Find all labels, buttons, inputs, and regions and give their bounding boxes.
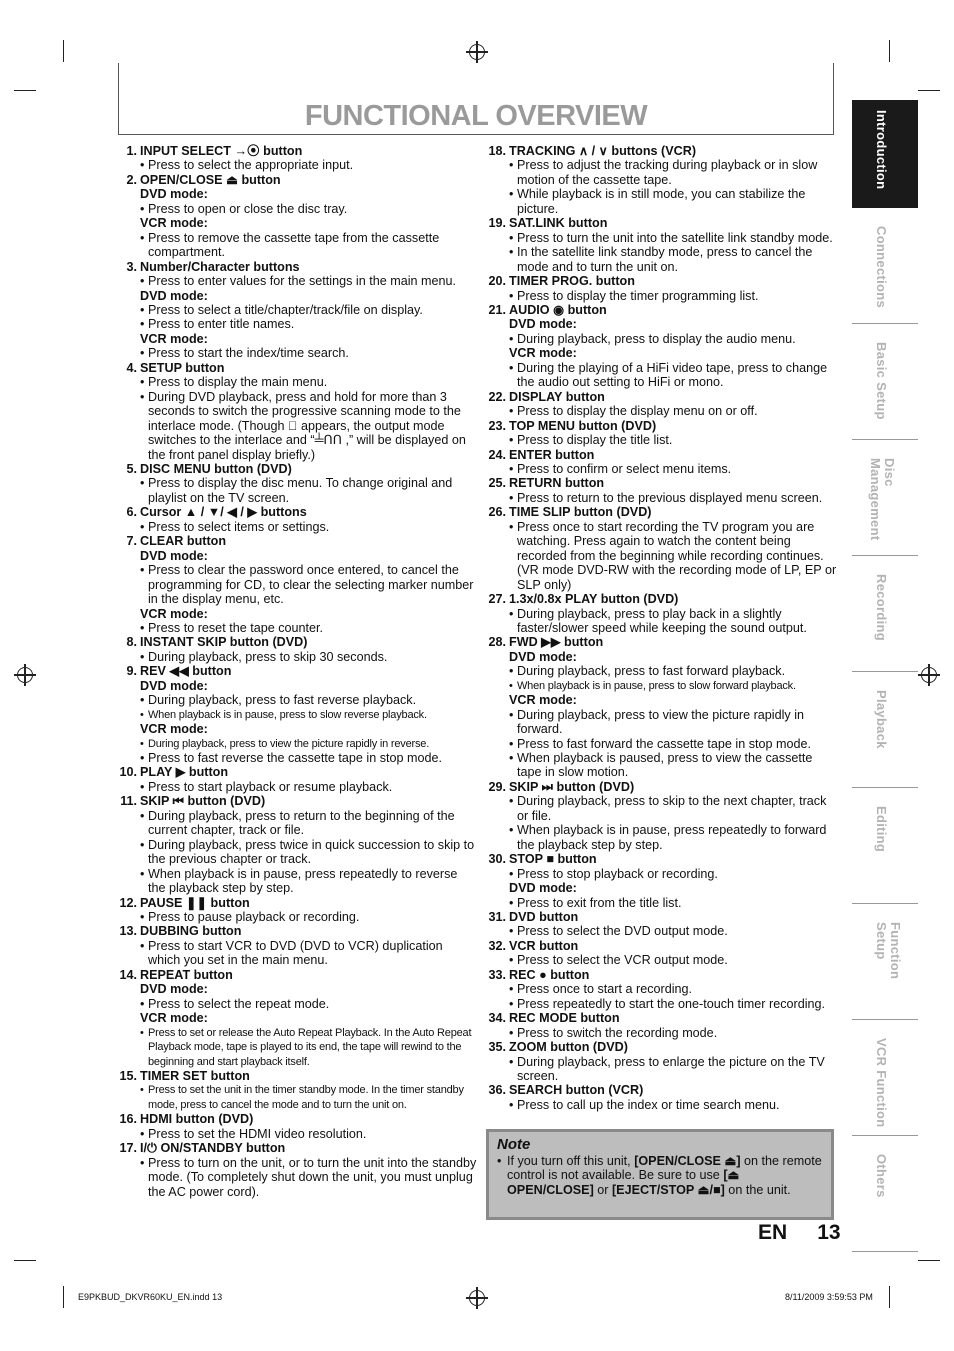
list-item: [117, 924, 477, 967]
bullet-text: • Press to confirm or select menu items.: [509, 462, 838, 476]
bullet-text: • Press to start playback or resume playback.: [140, 780, 477, 794]
tab-playback[interactable]: [852, 680, 918, 788]
tab-label: Basic Setup: [874, 342, 889, 420]
mode-label: DVD mode:: [140, 548, 208, 563]
item-heading: INPUT SELECT →⦿ button: [140, 144, 303, 158]
bullet-text: • During playback, press to return to the beginning of the current chapter, track or file.: [140, 809, 477, 838]
item-number: 8.: [126, 635, 137, 650]
list-item: [486, 216, 838, 274]
item-heading: SKIP ⏮ button (DVD): [140, 794, 266, 809]
item-heading: Number/Character buttons: [140, 259, 300, 274]
crop-mark: [918, 90, 940, 91]
list-item: [486, 592, 838, 635]
list-item: [486, 968, 838, 1011]
tab-label: Others: [874, 1154, 889, 1198]
tab-function-setup[interactable]: [852, 912, 918, 1020]
item-number: 23.: [488, 418, 506, 433]
item-number: 2.: [126, 172, 137, 187]
language-label: EN: [758, 1221, 788, 1244]
crop-mark: [14, 1260, 36, 1261]
tab-label: Recording: [874, 574, 889, 641]
note-bold-part: [OPEN/CLOSE ⏏]: [634, 1154, 741, 1169]
note-text-part: or: [593, 1182, 612, 1197]
item-number: 36.: [488, 1083, 506, 1098]
item-heading: DISC MENU button (DVD): [140, 461, 292, 476]
item-heading: HDMI button (DVD): [140, 1112, 254, 1127]
list-item: [117, 1141, 477, 1199]
bullet-text: • During playback, press to display the audio menu.: [509, 332, 838, 346]
mode-label: VCR mode:: [509, 346, 577, 361]
note-text-part: on the unit.: [724, 1182, 791, 1197]
bullet-text: • Press to select the repeat mode.: [140, 997, 477, 1011]
bullet-text: • Press to reset the tape counter.: [140, 621, 477, 635]
item-heading: REC ● button: [509, 967, 590, 982]
bullet-text: • In the satellite link standby mode, press to cancel the mode and to turn the unit on.: [509, 245, 838, 274]
list-item: [486, 476, 838, 505]
list-item: [117, 896, 477, 925]
list-item: [486, 1083, 838, 1112]
item-number: 10.: [119, 765, 137, 780]
list-item: [117, 260, 477, 361]
item-heading: FWD ▶▶ button: [509, 635, 604, 650]
bullet-text: • During playback, press to enlarge the picture on the TV screen.: [509, 1055, 838, 1084]
item-number: 21.: [488, 302, 506, 317]
note-title: Note: [497, 1136, 531, 1153]
bullet-text: • During playback, press to fast reverse playback.: [140, 693, 477, 707]
item-heading: INSTANT SKIP button (DVD): [140, 635, 308, 650]
bullet-text: • Press to start the index/time search.: [140, 346, 477, 360]
item-number: 30.: [488, 852, 506, 867]
item-heading: REC MODE button: [509, 1011, 620, 1026]
list-item: [486, 274, 838, 303]
note-bold-part: [EJECT/STOP ⏏/■]: [611, 1182, 725, 1197]
bullet-text: • When playback is in pause, press to slow reverse playback.: [140, 708, 477, 722]
mode-label: DVD mode:: [509, 881, 577, 896]
item-number: 28.: [488, 635, 506, 650]
bullet-text: • Press to turn the unit into the satellite link standby mode.: [509, 231, 838, 245]
bullet-text: • During playback, press to fast forward playback.: [509, 664, 838, 678]
page-number: [758, 1221, 841, 1245]
item-heading: CLEAR button: [140, 534, 227, 549]
item-number: 1.: [126, 144, 137, 158]
item-number: 24.: [488, 447, 506, 462]
tab-editing[interactable]: [852, 796, 918, 904]
bullet-text: • Press to display the disc menu. To change original and playlist on the TV screen.: [140, 476, 477, 505]
item-number: 3.: [126, 259, 137, 274]
item-heading: SETUP button: [140, 360, 225, 375]
mode-label: DVD mode:: [140, 187, 208, 202]
crop-mark: [63, 1286, 64, 1308]
list-item: [117, 1069, 477, 1112]
tab-connections[interactable]: [852, 216, 918, 324]
mode-label: VCR mode:: [140, 1011, 208, 1026]
note-box: [486, 1129, 834, 1220]
tab-label: Function Setup: [874, 922, 903, 980]
list-item: [117, 173, 477, 260]
bullet-text: • During playback, press to view the picture rapidly in forward.: [509, 708, 838, 737]
bullet-text: • Press to set or release the Auto Repeat Playback. In the Auto Repeat Playback mode, tape is played to its end, the tape will rewind to the beginning and start playback itself.: [140, 1026, 477, 1069]
note-text: [497, 1154, 823, 1197]
bullet-text: • Press to call up the index or time search menu.: [509, 1098, 838, 1112]
bullet-text: • Press to select the appropriate input.: [140, 158, 477, 172]
item-number: 26.: [488, 505, 506, 520]
item-number: 34.: [488, 1011, 506, 1026]
item-number: 29.: [488, 779, 506, 794]
note-text-part: If you turn off this unit,: [507, 1154, 635, 1169]
list-item: [486, 419, 838, 448]
bullet-text: • Press to stop playback or recording.: [509, 867, 838, 881]
item-heading: OPEN/CLOSE ⏏ button: [140, 172, 281, 187]
tab-introduction[interactable]: [852, 100, 918, 208]
bullet-text: • Press to return to the previous displayed menu screen.: [509, 491, 838, 505]
bullet-text: • Press repeatedly to start the one-touch timer recording.: [509, 997, 838, 1011]
bullet-text: • Press to start VCR to DVD (DVD to VCR) duplication which you set in the main menu.: [140, 939, 477, 968]
item-number: 19.: [488, 216, 506, 231]
item-number: 25.: [488, 476, 506, 491]
list-item: [486, 635, 838, 780]
bullet-text: • Press once to start recording the TV program you are watching. Press again to watch the content being recorded from the beginning while recording continues. (VR mode DVD-RW with the recording mode of LP, EP or SLP only): [509, 520, 838, 592]
item-number: 15.: [119, 1069, 137, 1083]
list-item: [117, 968, 477, 1069]
item-number: 22.: [488, 389, 506, 404]
item-heading: DISPLAY button: [509, 389, 605, 404]
tab-label: Disc Management: [868, 458, 897, 541]
bullet-text: • Press to pause playback or recording.: [140, 910, 477, 924]
item-number: 18.: [488, 144, 506, 158]
list-item: [486, 939, 838, 968]
bullet-text: • Press to set the HDMI video resolution.: [140, 1127, 477, 1141]
tab-label: VCR Function: [874, 1038, 889, 1128]
registration-mark-icon: [17, 667, 33, 683]
mode-label: DVD mode:: [140, 982, 208, 997]
item-number: 20.: [488, 274, 506, 289]
mode-label: VCR mode:: [140, 606, 208, 621]
footer-timestamp: 8/11/2009 3:59:53 PM: [785, 1292, 873, 1302]
item-number: 5.: [126, 461, 137, 476]
list-item: [486, 910, 838, 939]
item-number: 11.: [120, 794, 137, 809]
bullet-text: • When playback is in pause, press repeatedly to reverse the playback step by step.: [140, 867, 477, 896]
bullet-text: • Press to select the DVD output mode.: [509, 924, 838, 938]
bullet-text: • Press to select items or settings.: [140, 520, 477, 534]
crop-mark: [889, 40, 890, 62]
item-heading: SKIP ⏭ button (DVD): [509, 779, 635, 794]
list-item: [486, 390, 838, 419]
item-number: 17.: [119, 1141, 137, 1156]
list-item: [117, 794, 477, 895]
bullet-text: • Press to switch the recording mode.: [509, 1026, 838, 1040]
item-heading: VCR button: [509, 938, 579, 953]
item-number: 16.: [119, 1112, 137, 1127]
item-number: 9.: [126, 664, 137, 679]
crop-mark: [14, 90, 36, 91]
left-column: [117, 144, 477, 1199]
bullet-text: • Press to select a title/chapter/track/file on display.: [140, 303, 477, 317]
mode-label: DVD mode:: [140, 678, 208, 693]
page-number-value: 13: [817, 1221, 841, 1244]
item-number: 4.: [126, 360, 137, 375]
bullet-text: • When playback is in pause, press to slow forward playback.: [509, 679, 838, 693]
item-heading: REPEAT button: [140, 967, 233, 982]
mode-label: VCR mode:: [140, 216, 208, 231]
crop-mark: [63, 40, 64, 62]
item-heading: TIMER SET button: [140, 1069, 250, 1083]
item-heading: AUDIO ◉ button: [509, 302, 607, 317]
bullet-text: • Press to display the timer programming list.: [509, 289, 838, 303]
bullet-text: • Press to enter values for the settings in the main menu.: [140, 274, 477, 288]
list-item: [117, 765, 477, 794]
crop-mark: [889, 1286, 890, 1308]
title-box: [118, 63, 834, 135]
page-title: FUNCTIONAL OVERVIEW: [304, 100, 648, 132]
bullet-text: • When playback is in pause, press repeatedly to forward the playback step by step.: [509, 823, 838, 852]
list-item: [486, 1040, 838, 1083]
item-heading: SEARCH button (VCR): [509, 1083, 644, 1098]
list-item: [486, 780, 838, 852]
item-number: 33.: [488, 967, 506, 982]
item-number: 7.: [126, 534, 137, 549]
item-heading: Cursor ▲ / ▼/ ◀ / ▶ buttons: [140, 505, 307, 520]
tab-disc-management[interactable]: [852, 448, 918, 556]
item-number: 32.: [488, 938, 506, 953]
item-heading: STOP ■ button: [509, 852, 597, 867]
item-number: 13.: [119, 924, 137, 939]
tab-basic-setup[interactable]: [852, 332, 918, 440]
bullet-text: • Press to adjust the tracking during playback or in slow motion of the cassette tape.: [509, 158, 838, 187]
mode-label: VCR mode:: [140, 331, 208, 346]
note-bold-part: [⏏ OPEN/CLOSE]: [507, 1168, 740, 1197]
bullet-text: • Press to select the VCR output mode.: [509, 953, 838, 967]
mode-label: DVD mode:: [509, 649, 577, 664]
bullet-text: • During the playing of a HiFi video tape, press to change the audio out setting to HiFi or mono.: [509, 361, 838, 390]
item-heading: RETURN button: [509, 476, 605, 491]
bullet-text: • When playback is paused, press to view the cassette tape in slow motion.: [509, 751, 838, 780]
list-item: [117, 664, 477, 765]
bullet-text: • While playback is in still mode, you can stabilize the picture.: [509, 187, 838, 216]
bullet-text: • Press to display the main menu.: [140, 375, 477, 389]
item-heading: TIME SLIP button (DVD): [509, 505, 652, 520]
tab-vcr-function[interactable]: [852, 1028, 918, 1136]
list-item: [117, 635, 477, 664]
list-item: [117, 1112, 477, 1141]
bullet-text: • Press to clear the password once entered, to cancel the programming for CD, to clear the selecting marker number in the display menu, etc.: [140, 563, 477, 606]
bullet-text: • Press to display the display menu on or off.: [509, 404, 838, 418]
item-heading: ZOOM button (DVD): [509, 1040, 628, 1055]
bullet-text: • During playback, press to skip 30 seconds.: [140, 650, 477, 664]
right-column: [486, 144, 838, 1112]
item-number: 6.: [126, 505, 137, 520]
mode-label: DVD mode:: [140, 288, 208, 303]
bullet-text: • During playback, press to play back in a slightly faster/slower speed while keeping the sound output.: [509, 607, 838, 636]
list-item: [486, 303, 838, 390]
bullet-text: • Press to fast reverse the cassette tape in stop mode.: [140, 751, 477, 765]
list-item: [117, 462, 477, 505]
note-text-part: on the remote control is not available. Be sure to use: [507, 1154, 822, 1183]
list-item: [486, 852, 838, 910]
registration-mark-icon: [921, 667, 937, 683]
item-heading: ENTER button: [509, 447, 595, 462]
item-heading: PAUSE ❚❚ button: [140, 895, 250, 910]
bullet-text: • Press to remove the cassette tape from the cassette compartment.: [140, 231, 477, 260]
bullet-text: • Press to enter title names.: [140, 317, 477, 331]
list-item: [117, 144, 477, 173]
item-heading: TIMER PROG. button: [509, 274, 635, 289]
bullet-text: • Press to open or close the disc tray.: [140, 202, 477, 216]
list-item: [486, 448, 838, 477]
item-heading: SAT.LINK button: [509, 216, 608, 231]
tab-others[interactable]: [852, 1144, 918, 1252]
registration-mark-icon: [469, 1290, 485, 1306]
registration-mark-icon: [469, 44, 485, 60]
bullet-text: • Press to turn on the unit, or to turn the unit into the standby mode. (To completely shut down the unit, you must unplug the AC power cord).: [140, 1156, 477, 1199]
item-number: 12.: [119, 895, 137, 910]
item-heading: PLAY ▶ button: [140, 765, 229, 780]
mode-label: VCR mode:: [509, 693, 577, 708]
tab-recording[interactable]: [852, 564, 918, 672]
list-item: [117, 361, 477, 462]
tab-label: Editing: [874, 806, 889, 853]
item-heading: TRACKING ∧ / ∨ buttons (VCR): [509, 144, 697, 158]
bullet-text: • Press to fast forward the cassette tape in stop mode.: [509, 737, 838, 751]
list-item: [486, 144, 838, 216]
mode-label: DVD mode:: [509, 317, 577, 332]
list-item: [117, 534, 477, 635]
footer-filename: E9PKBUD_DKVR60KU_EN.indd 13: [78, 1292, 223, 1302]
bullet-text: • During playback, press to skip to the next chapter, track or file.: [509, 794, 838, 823]
item-number: 27.: [488, 592, 506, 607]
bullet-text: • During playback, press twice in quick succession to skip to the previous chapter or track.: [140, 838, 477, 867]
list-item: [117, 505, 477, 534]
bullet-text: • Press once to start a recording.: [509, 982, 838, 996]
item-heading: REV ◀◀ button: [140, 664, 232, 679]
item-heading: DVD button: [509, 910, 579, 925]
list-item: [486, 505, 838, 592]
item-heading: I/⏻ ON/STANDBY button: [140, 1141, 286, 1156]
bullet-text: • Press to set the unit in the timer standby mode. In the timer standby mode, press to cancel the mode and to turn the unit on.: [140, 1083, 477, 1112]
tab-label: Introduction: [874, 110, 889, 190]
bullet-text: • Press to display the title list.: [509, 433, 838, 447]
tab-label: Connections: [874, 226, 889, 309]
item-heading: TOP MENU button (DVD): [509, 418, 657, 433]
bullet-text: • During playback, press to view the picture rapidly in reverse.: [140, 737, 477, 751]
list-item: [486, 1011, 838, 1040]
item-number: 14.: [119, 967, 137, 982]
item-number: 35.: [488, 1040, 506, 1055]
crop-mark: [918, 1260, 940, 1261]
bullet-text: • Press to exit from the title list.: [509, 896, 838, 910]
item-number: 31.: [488, 910, 506, 925]
mode-label: VCR mode:: [140, 722, 208, 737]
item-heading: DUBBING button: [140, 924, 242, 939]
tab-label: Playback: [874, 690, 889, 749]
bullet-text: • During DVD playback, press and hold for more than 3 seconds to switch the progressive scanning mode to the interlace mode. (Though ⃠ appears, the output mode switches to the interlace and “╧ՈՈ ,” will be displayed on the front panel display briefly.): [140, 390, 477, 462]
item-heading: 1.3x/0.8x PLAY button (DVD): [509, 592, 679, 607]
